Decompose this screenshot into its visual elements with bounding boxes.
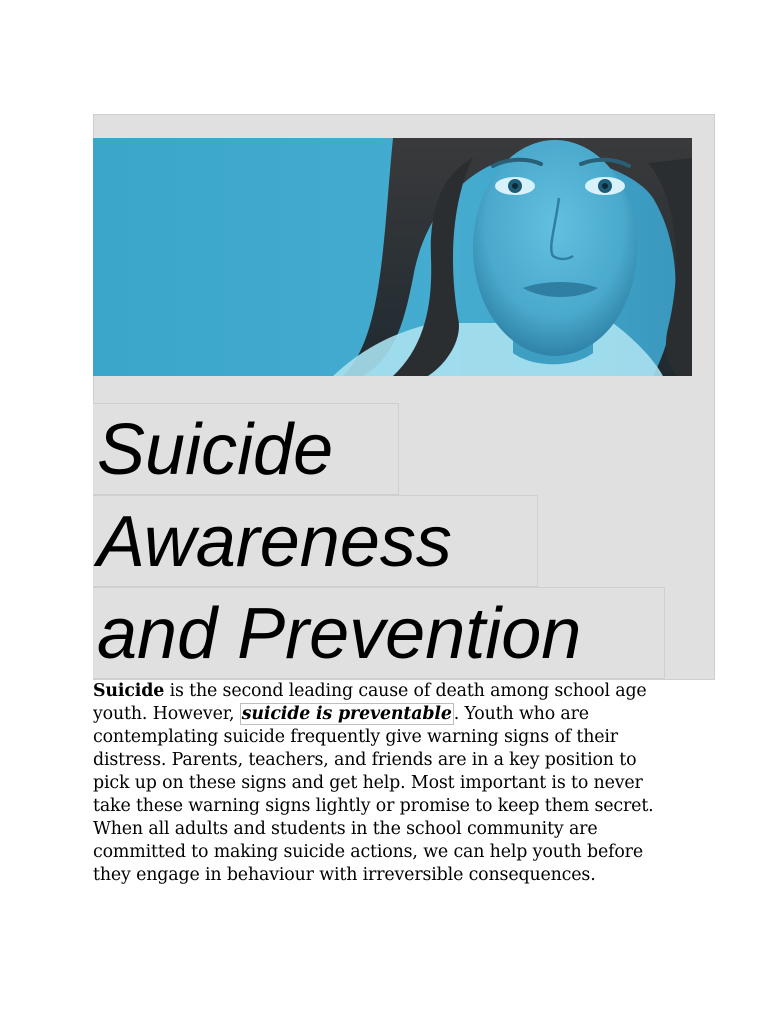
paragraph-part-1: is the second leading cause of death among school age youth. However, — [93, 681, 647, 724]
paragraph-part-2: . Youth who are contemplating suicide frequently give warning signs of their distress. Parents, teachers, and friends are in a key position to pick up on these signs and get help. Most important is to never take these warning signs lightly or promise to keep them secret. When all adults and students in the school community are committed to making suicide actions, we can help youth before they engage in behaviour with irreversible consequences. — [93, 704, 654, 885]
emphasis-text: suicide is preventable — [241, 704, 452, 724]
lead-word: Suicide — [93, 681, 165, 701]
hero-portrait-illustration — [93, 138, 692, 376]
hero-image — [93, 138, 692, 376]
title-line-3: and Prevention — [93, 587, 665, 679]
title-line-1: Suicide — [93, 403, 399, 495]
body-paragraph — [93, 680, 663, 887]
title-line-2: Awareness — [93, 495, 538, 587]
